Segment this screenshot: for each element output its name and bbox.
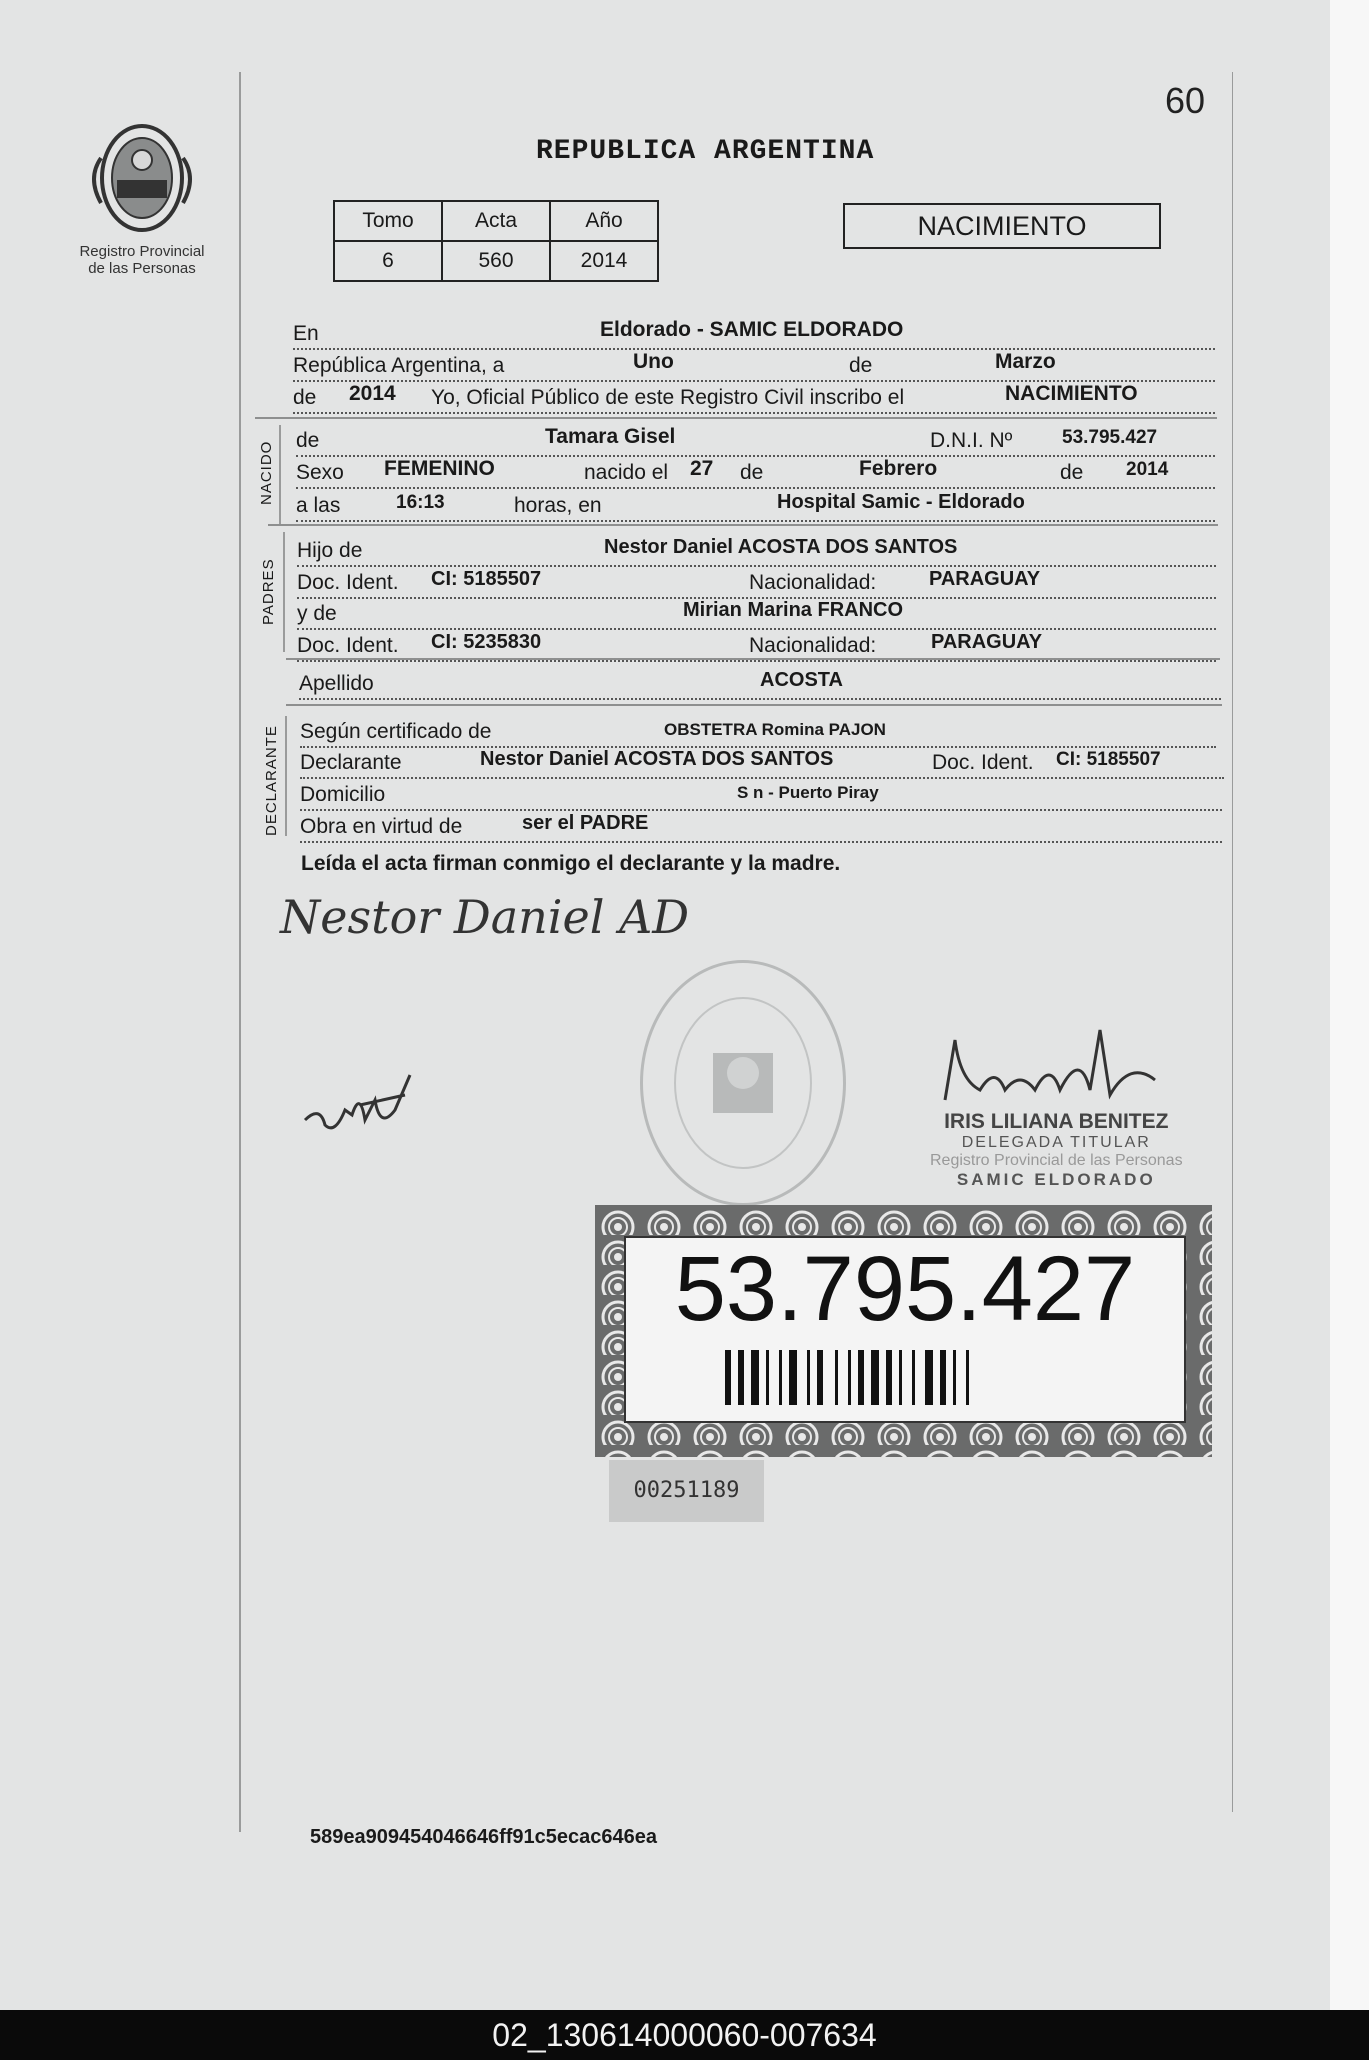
place-value: Eldorado - SAMIC ELDORADO <box>600 318 904 341</box>
birth-day-value: 27 <box>690 457 714 480</box>
official-stamp <box>930 1110 1183 1190</box>
padres-line-3 <box>297 598 1216 630</box>
de-year2-label: de <box>1056 461 1087 485</box>
time-value: 16:13 <box>396 492 445 513</box>
domicilio-label: Domicilio <box>300 783 389 807</box>
padres-line-2 <box>297 567 1216 599</box>
sexo-value: FEMENINO <box>384 457 495 480</box>
barcode-bar <box>912 1350 915 1405</box>
barcode-bar <box>738 1350 744 1405</box>
barcode-bar <box>766 1350 769 1405</box>
control-number: 00251189 <box>609 1460 764 1522</box>
barcode-bar <box>848 1350 851 1405</box>
cert-label: Según certificado de <box>300 720 495 744</box>
apellido-value: ACOSTA <box>760 669 843 691</box>
acta-table <box>333 200 659 282</box>
padres-line-1 <box>297 535 1216 567</box>
obra-value: ser el PADRE <box>522 812 649 834</box>
republica-label: República Argentina, a <box>293 354 508 378</box>
barcode-bar <box>925 1350 933 1405</box>
nacido-line-3 <box>296 490 1215 522</box>
closing-statement: Leída el acta firman conmigo el declarante y la madre. <box>301 852 841 875</box>
declarante-section-label: DECLARANTE <box>263 725 280 836</box>
day-value: Uno <box>633 350 674 373</box>
en-label: En <box>293 322 323 346</box>
barcode-bar <box>835 1350 838 1405</box>
father-nat-value: PARAGUAY <box>929 568 1041 590</box>
mother-nat-label: Nacionalidad: <box>745 634 880 658</box>
birth-month-value: Febrero <box>859 457 938 480</box>
coat-of-arms-icon <box>87 118 197 238</box>
nacido-el-label: nacido el <box>580 461 672 485</box>
acta-header-ano: Año <box>550 201 658 241</box>
birth-place-value: Hospital Samic - Eldorado <box>777 491 1025 513</box>
father-nat-label: Nacionalidad: <box>745 571 880 595</box>
year-value: 2014 <box>349 382 396 405</box>
birth-year-value: 2014 <box>1126 459 1169 480</box>
declarante-line-4 <box>300 811 1222 843</box>
barcode-bar <box>953 1350 956 1405</box>
padres-bracket <box>283 532 285 652</box>
seal-icon <box>643 963 843 1203</box>
intro-line-2 <box>293 350 1215 382</box>
acta-header-tomo: Tomo <box>334 201 442 241</box>
dni-label: D.N.I. Nº <box>926 429 1016 453</box>
right-margin-line <box>1232 72 1233 1812</box>
barcode-bar <box>779 1350 782 1405</box>
barcode-bar <box>871 1350 879 1405</box>
de-name-label: de <box>296 429 323 453</box>
domicilio-value: S n - Puerto Piray <box>737 783 879 802</box>
dni-sticker <box>595 1205 1212 1457</box>
cert-value: OBSTETRA Romina PAJON <box>664 720 886 739</box>
declarante-line-2 <box>300 747 1224 779</box>
month-value: Marzo <box>995 350 1056 373</box>
declarant-signature: Nestor Daniel AD <box>280 890 690 944</box>
apellido-line <box>299 668 1221 700</box>
separator-nacido <box>268 524 1218 526</box>
dni-value: 53.795.427 <box>1062 427 1158 448</box>
inscribo-label: Yo, Oficial Público de este Registro Civil inscribo el <box>427 386 908 410</box>
file-identifier-bar: 02_130614000060-007634 <box>0 2010 1369 2060</box>
official-org: Registro Provincial de las Personas <box>930 1152 1183 1169</box>
registry-caption-2: de las Personas <box>88 260 196 277</box>
father-doc-value: CI: 5185507 <box>431 568 542 590</box>
barcode-bar <box>899 1350 902 1405</box>
barcode-bar <box>751 1350 759 1405</box>
barcode-bar <box>807 1350 810 1405</box>
y-de-label: y de <box>297 602 341 626</box>
official-office: SAMIC ELDORADO <box>956 1170 1156 1189</box>
declarante-doc-label: Doc. Ident. <box>928 751 1038 775</box>
acta-value-row <box>334 241 658 281</box>
de-year-label: de <box>293 386 320 410</box>
sexo-label: Sexo <box>296 461 348 485</box>
barcode-bar <box>940 1350 946 1405</box>
nacido-section-label: NACIDO <box>258 440 275 505</box>
padres-section-label: PADRES <box>260 558 277 625</box>
declarante-label: Declarante <box>300 751 406 775</box>
barcode-bar <box>725 1350 731 1405</box>
barcode-bar <box>966 1350 969 1405</box>
de-label: de <box>845 354 876 378</box>
dni-sticker-art <box>595 1205 1212 1457</box>
official-role: DELEGADA TITULAR <box>961 1134 1151 1151</box>
intro-line-1 <box>293 318 1215 350</box>
hijo-de-label: Hijo de <box>297 539 366 563</box>
father-doc-label: Doc. Ident. <box>297 571 403 595</box>
declarante-line-3 <box>300 779 1222 811</box>
declarante-name-value: Nestor Daniel ACOSTA DOS SANTOS <box>480 748 834 770</box>
child-name-value: Tamara Gisel <box>545 425 676 448</box>
declarante-doc-value: CI: 5185507 <box>1056 749 1161 770</box>
acta-value-tomo: 6 <box>334 241 442 281</box>
mother-nat-value: PARAGUAY <box>931 631 1043 653</box>
page-number: 60 <box>1165 80 1206 121</box>
de-month-label: de <box>736 461 767 485</box>
record-type-box: NACIMIENTO <box>843 203 1161 249</box>
obra-label: Obra en virtud de <box>300 815 466 839</box>
barcode-bar <box>886 1350 892 1405</box>
act-type-value: NACIMIENTO <box>1005 382 1138 405</box>
intro-line-3 <box>293 382 1215 414</box>
apellido-label: Apellido <box>299 672 378 696</box>
registry-caption: Registro Provincial <box>79 243 205 260</box>
province-emblem <box>72 118 212 277</box>
acta-header-row <box>334 201 658 241</box>
separator-apellido <box>286 704 1222 706</box>
nacido-bracket <box>279 425 281 525</box>
left-margin-line <box>239 72 241 1832</box>
document-title: REPUBLICA ARGENTINA <box>536 136 875 167</box>
registry-seal <box>640 960 846 1206</box>
document-hash: 589ea909454046646ff91c5ecac646ea <box>310 1826 658 1848</box>
mother-doc-label: Doc. Ident. <box>297 634 403 658</box>
barcode-bar <box>789 1350 797 1405</box>
nacido-line-1 <box>296 425 1215 457</box>
barcode-bar <box>858 1350 864 1405</box>
declarante-bracket <box>285 716 287 836</box>
alas-label: a las <box>296 494 344 518</box>
barcode-bar <box>817 1350 823 1405</box>
acta-value-acta: 560 <box>442 241 550 281</box>
mother-signature <box>300 1050 420 1160</box>
nacido-line-2 <box>296 457 1215 489</box>
horas-label: horas, en <box>510 494 606 518</box>
mother-name-value: Mirian Marina FRANCO <box>683 599 904 621</box>
official-name: IRIS LILIANA BENITEZ <box>944 1110 1169 1133</box>
mother-doc-value: CI: 5235830 <box>431 631 542 653</box>
separator-intro <box>255 417 1217 419</box>
official-signature <box>940 1020 1160 1110</box>
separator-padres <box>286 658 1220 660</box>
dni-sticker-number: 53.795.427 <box>674 1238 1136 1340</box>
page-edge <box>1330 0 1369 2010</box>
acta-value-ano: 2014 <box>550 241 658 281</box>
acta-header-acta: Acta <box>442 201 550 241</box>
declarante-line-1 <box>300 716 1216 748</box>
father-name-value: Nestor Daniel ACOSTA DOS SANTOS <box>604 536 958 558</box>
